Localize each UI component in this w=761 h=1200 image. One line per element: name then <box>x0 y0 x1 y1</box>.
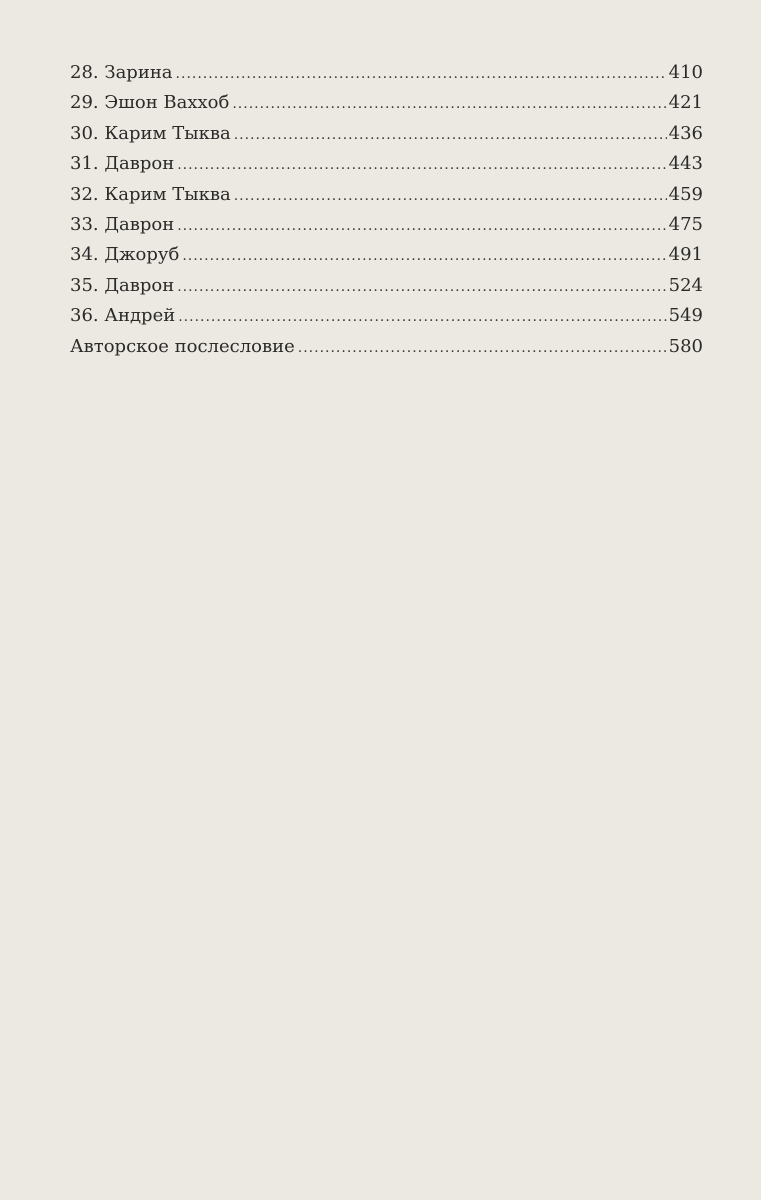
toc-entry-title: 31. Даврон <box>70 153 175 175</box>
toc-entry-title: 28. Зарина <box>70 62 173 83</box>
dot-leader <box>177 279 666 295</box>
toc-entry-title: 32. Карим Тыква <box>70 183 231 205</box>
dot-leader <box>234 188 667 204</box>
toc-entry-page: 436 <box>668 122 703 144</box>
toc-entry-28 <box>70 62 703 92</box>
toc-entry-page: 421 <box>668 92 703 114</box>
toc-entry-page: 459 <box>668 183 703 205</box>
toc-entry-30 <box>70 123 703 153</box>
toc-entry-29 <box>70 92 703 122</box>
toc-entry-34 <box>70 244 703 274</box>
toc-entry-afterword <box>70 336 703 366</box>
table-of-contents <box>70 62 703 366</box>
toc-entry-page: 580 <box>668 335 703 357</box>
toc-entry-page: 410 <box>668 62 703 83</box>
toc-entry-35 <box>70 275 703 305</box>
dot-leader <box>177 218 666 234</box>
dot-leader <box>232 96 666 112</box>
toc-entry-36 <box>70 305 703 335</box>
toc-entry-page: 491 <box>668 244 703 266</box>
toc-entry-page: 475 <box>668 213 703 235</box>
toc-entry-page: 549 <box>668 305 703 327</box>
toc-entry-title: 35. Даврон <box>70 274 175 296</box>
dot-leader <box>176 66 667 82</box>
toc-entry-title: 33. Даврон <box>70 213 175 235</box>
toc-entry-title: 29. Эшон Ваххоб <box>70 92 230 114</box>
toc-entry-31 <box>70 153 703 183</box>
toc-entry-32 <box>70 184 703 214</box>
toc-entry-title: 36. Андрей <box>70 305 176 327</box>
toc-entry-page: 443 <box>668 153 703 175</box>
dot-leader <box>177 157 666 173</box>
toc-entry-page: 524 <box>668 274 703 296</box>
dot-leader <box>298 340 667 356</box>
toc-entry-title: 30. Карим Тыква <box>70 122 231 144</box>
dot-leader <box>182 248 666 264</box>
dot-leader <box>178 309 666 325</box>
toc-entry-title: 34. Джоруб <box>70 244 180 266</box>
dot-leader <box>234 127 667 143</box>
toc-entry-33 <box>70 214 703 244</box>
toc-entry-title: Авторское послесловие <box>70 335 295 357</box>
